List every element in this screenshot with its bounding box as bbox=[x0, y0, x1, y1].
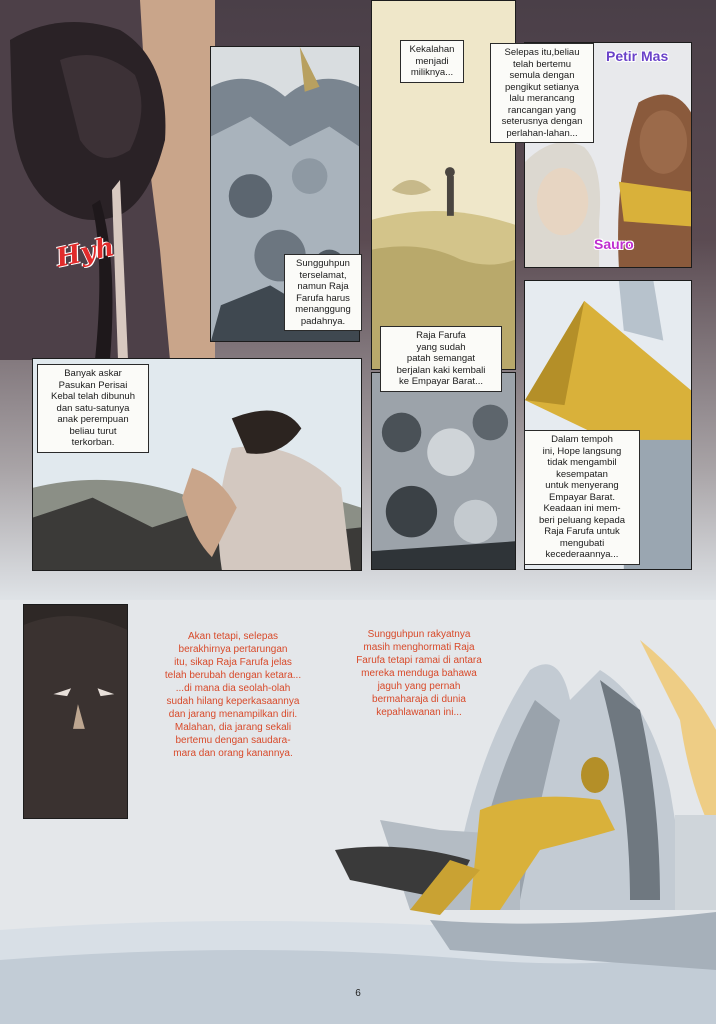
caption-banyak-askar: Banyak askar Pasukan Perisai Kebal telah dibunuh dan satu-satunya anak perempuan beliau turut terkorban. bbox=[37, 364, 149, 453]
caption-raja-farufa: Raja Farufa yang sudah patah semangat berjalan kaki kembali ke Empayar Barat... bbox=[380, 326, 502, 392]
page-number: 6 bbox=[355, 988, 361, 999]
petir-mas-label: Petir Mas bbox=[606, 48, 669, 64]
throne-scene bbox=[0, 640, 716, 1024]
caption-sungguhpun: Sungguhpun terselamat, namun Raja Farufa harus menanggung padahnya. bbox=[284, 254, 362, 331]
caption-selepas: Selepas itu,beliau telah bertemu semula dengan pengikut setianya lalu merancang rancangan yang seterusnya dengan perlahan-lahan... bbox=[490, 43, 594, 143]
battlefield-art bbox=[372, 373, 515, 569]
sauro-label: Sauro bbox=[594, 236, 634, 252]
panel-battlefield bbox=[371, 372, 516, 570]
sfx-text: Hyh bbox=[53, 232, 118, 274]
narration-left: Akan tetapi, selepas berakhirnya pertarungan itu, sikap Raja Farufa jelas telah berubah dengan ketara... ...di mana dia seolah-olah sudah hilang keperkasaannya dan jarang menampilkan diri. Malahan, dia jarang sekali bertemu dengan saudara- mara dan orang kanannya. bbox=[164, 631, 302, 759]
bald-warrior-art bbox=[0, 0, 215, 360]
narration-right: Sungguhpun rakyatnya masih menghormati Raja Farufa tetapi ramai di antara mereka menduga bahawa jaguh yang pernah bermaharaja di dunia kepahlawanan ini... bbox=[356, 629, 482, 718]
caption-dalam-tempoh: Dalam tempoh ini, Hope langsung tidak mengambil kesempatan untuk menyerang Empayar Barat. Keadaan ini mem- beri peluang kepada Raja Farufa untuk mengubati kecederaannya... bbox=[524, 430, 640, 565]
caption-kekalahan: Kekalahan menjadi miliknya... bbox=[400, 40, 464, 83]
